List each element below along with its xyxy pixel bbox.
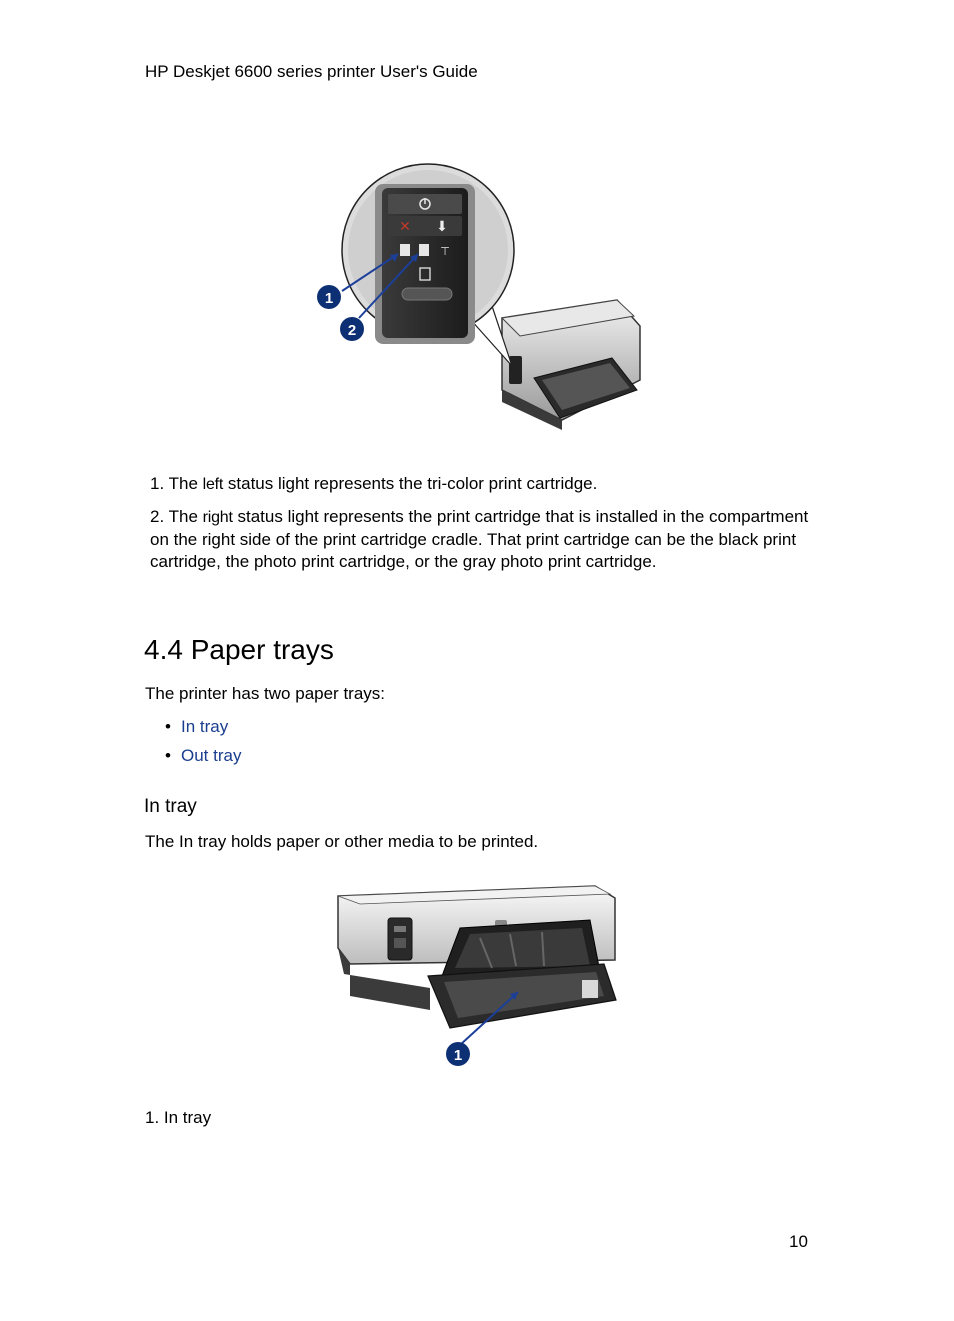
running-header: HP Deskjet 6600 series printer User's Guide: [145, 62, 478, 81]
in-tray-illustration: [320, 868, 630, 1073]
subsection-text: The In tray holds paper or other media to be printed.: [145, 832, 539, 851]
svg-text:⬇: ⬇: [436, 218, 448, 234]
svg-text:✕: ✕: [399, 218, 411, 234]
callout-marker-2-label: 2: [347, 322, 357, 339]
section-intro: The printer has two paper trays:: [145, 684, 386, 703]
figure-caption: 1. In tray: [145, 1108, 212, 1127]
paper-trays-list: [165, 716, 241, 774]
panel-strip: [509, 356, 522, 384]
list-item: • Out tray: [165, 746, 242, 765]
page-number: 10: [789, 1232, 808, 1251]
control-panel-illustration: [312, 158, 652, 438]
subsection-heading: In tray: [144, 796, 197, 817]
callout-text-1: 1. The left status light represents the tri-color print cartridge.: [150, 474, 598, 493]
callout-marker-1-label: 1: [324, 290, 334, 307]
list-item: • In tray: [165, 717, 229, 736]
callout-marker-1-label: 1: [453, 1047, 463, 1064]
section-heading: 4.4 Paper trays: [144, 634, 334, 665]
in-tray-link[interactable]: In tray: [181, 717, 229, 736]
callout-text-2: 2. The right status light represents the print cartridge that is installed in the compartment on the right side of the print cartridge cradle. That print cartridge can be the black print cartridge, the photo print cartridge, or the gray photo print cartridge.: [150, 507, 809, 571]
out-tray-link[interactable]: Out tray: [181, 746, 242, 765]
svg-text:⊤: ⊤: [440, 245, 450, 258]
